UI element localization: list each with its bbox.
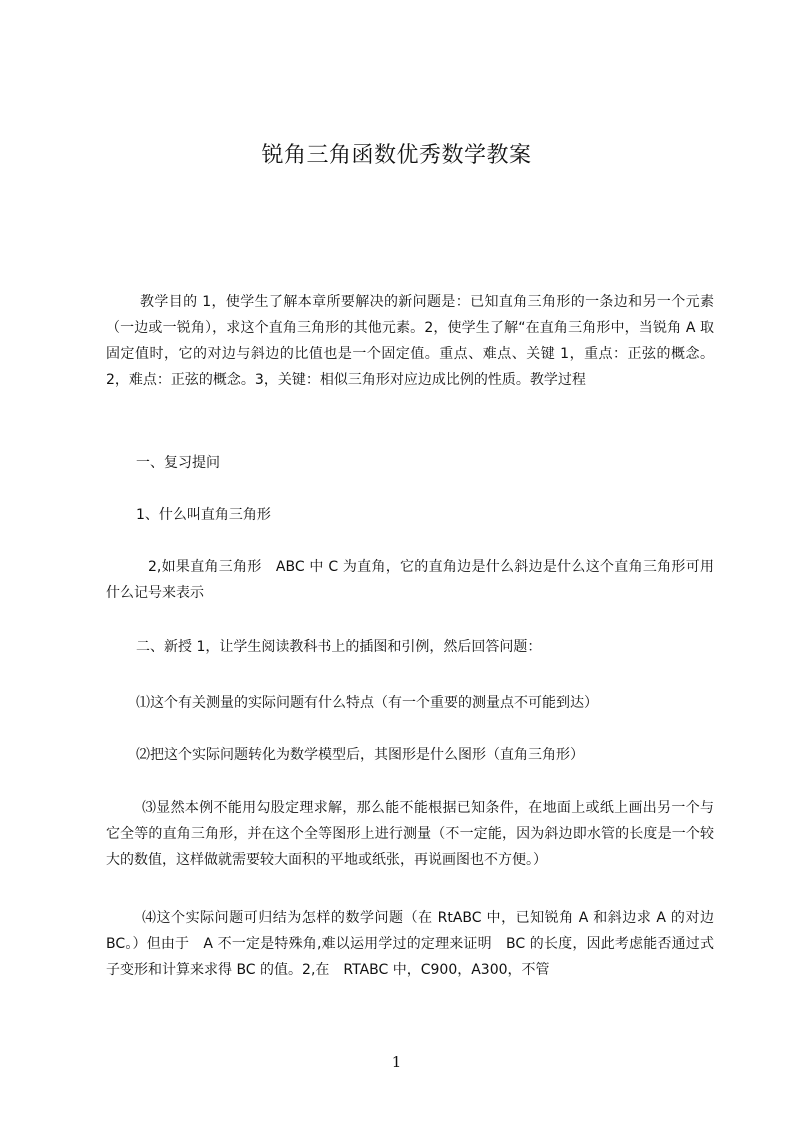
paragraph-item-2: ⑵把这个实际问题转化为数学模型后，其图形是什么图形（直角三角形）: [136, 747, 584, 763]
section-heading-review: 一、复习提问: [136, 455, 220, 471]
paragraph-teaching-goals: 教学目的 1，使学生了解本章所要解决的新问题是：已知直角三角形的一条边和另一个元素（一边或一锐角），求这个直角三角形的其他元素。2，使学生了解“在直角三角形中，当锐角 A 取固定值时，它的对边与斜边的比值也是一个固定值。重点、难点、关键 1，重点：正弦的概念。2，难点：正弦的概念。3，关键：相似三角形对应边成比例的性质。教学过程: [106, 294, 714, 388]
paragraph-item-1: ⑴这个有关测量的实际问题有什么特点（有一个重要的测量点不可能到达）: [136, 695, 598, 711]
paragraph-item-3: ⑶显然本例不能用勾股定理求解，那么能不能根据已知条件，在地面上或纸上画出另一个与它全等的直角三角形，并在这个全等图形上进行测量（不一定能，因为斜边即水管的长度是一个较大的数值，这样做就需要较大面积的平地或纸张，再说画图也不方便。）: [106, 800, 714, 868]
paragraph-question-1: 1、什么叫直角三角形: [136, 507, 271, 523]
document-title: 锐角三角函数优秀数学教案: [261, 143, 532, 168]
section-heading-new-lesson: 二、新授 1，让学生阅读教科书上的插图和引例，然后回答问题：: [136, 639, 542, 655]
paragraph-question-2: 2,如果直角三角形 ABC 中 C 为直角，它的直角边是什么斜边是什么这个直角三角形可用什么记号来表示: [106, 559, 714, 601]
page-number: 1: [391, 1053, 402, 1071]
paragraph-item-4: ⑷这个实际问题可归结为怎样的数学问题（在 RtABC 中，已知锐角 A 和斜边求 A 的对边 BC。）但由于 A 不一定是特殊角,难以运用学过的定理来证明 BC 的长度，因此考虑能否通过式子变形和计算来求得 BC 的值。2,在 RTABC 中，C900，A300，不管: [106, 910, 714, 978]
